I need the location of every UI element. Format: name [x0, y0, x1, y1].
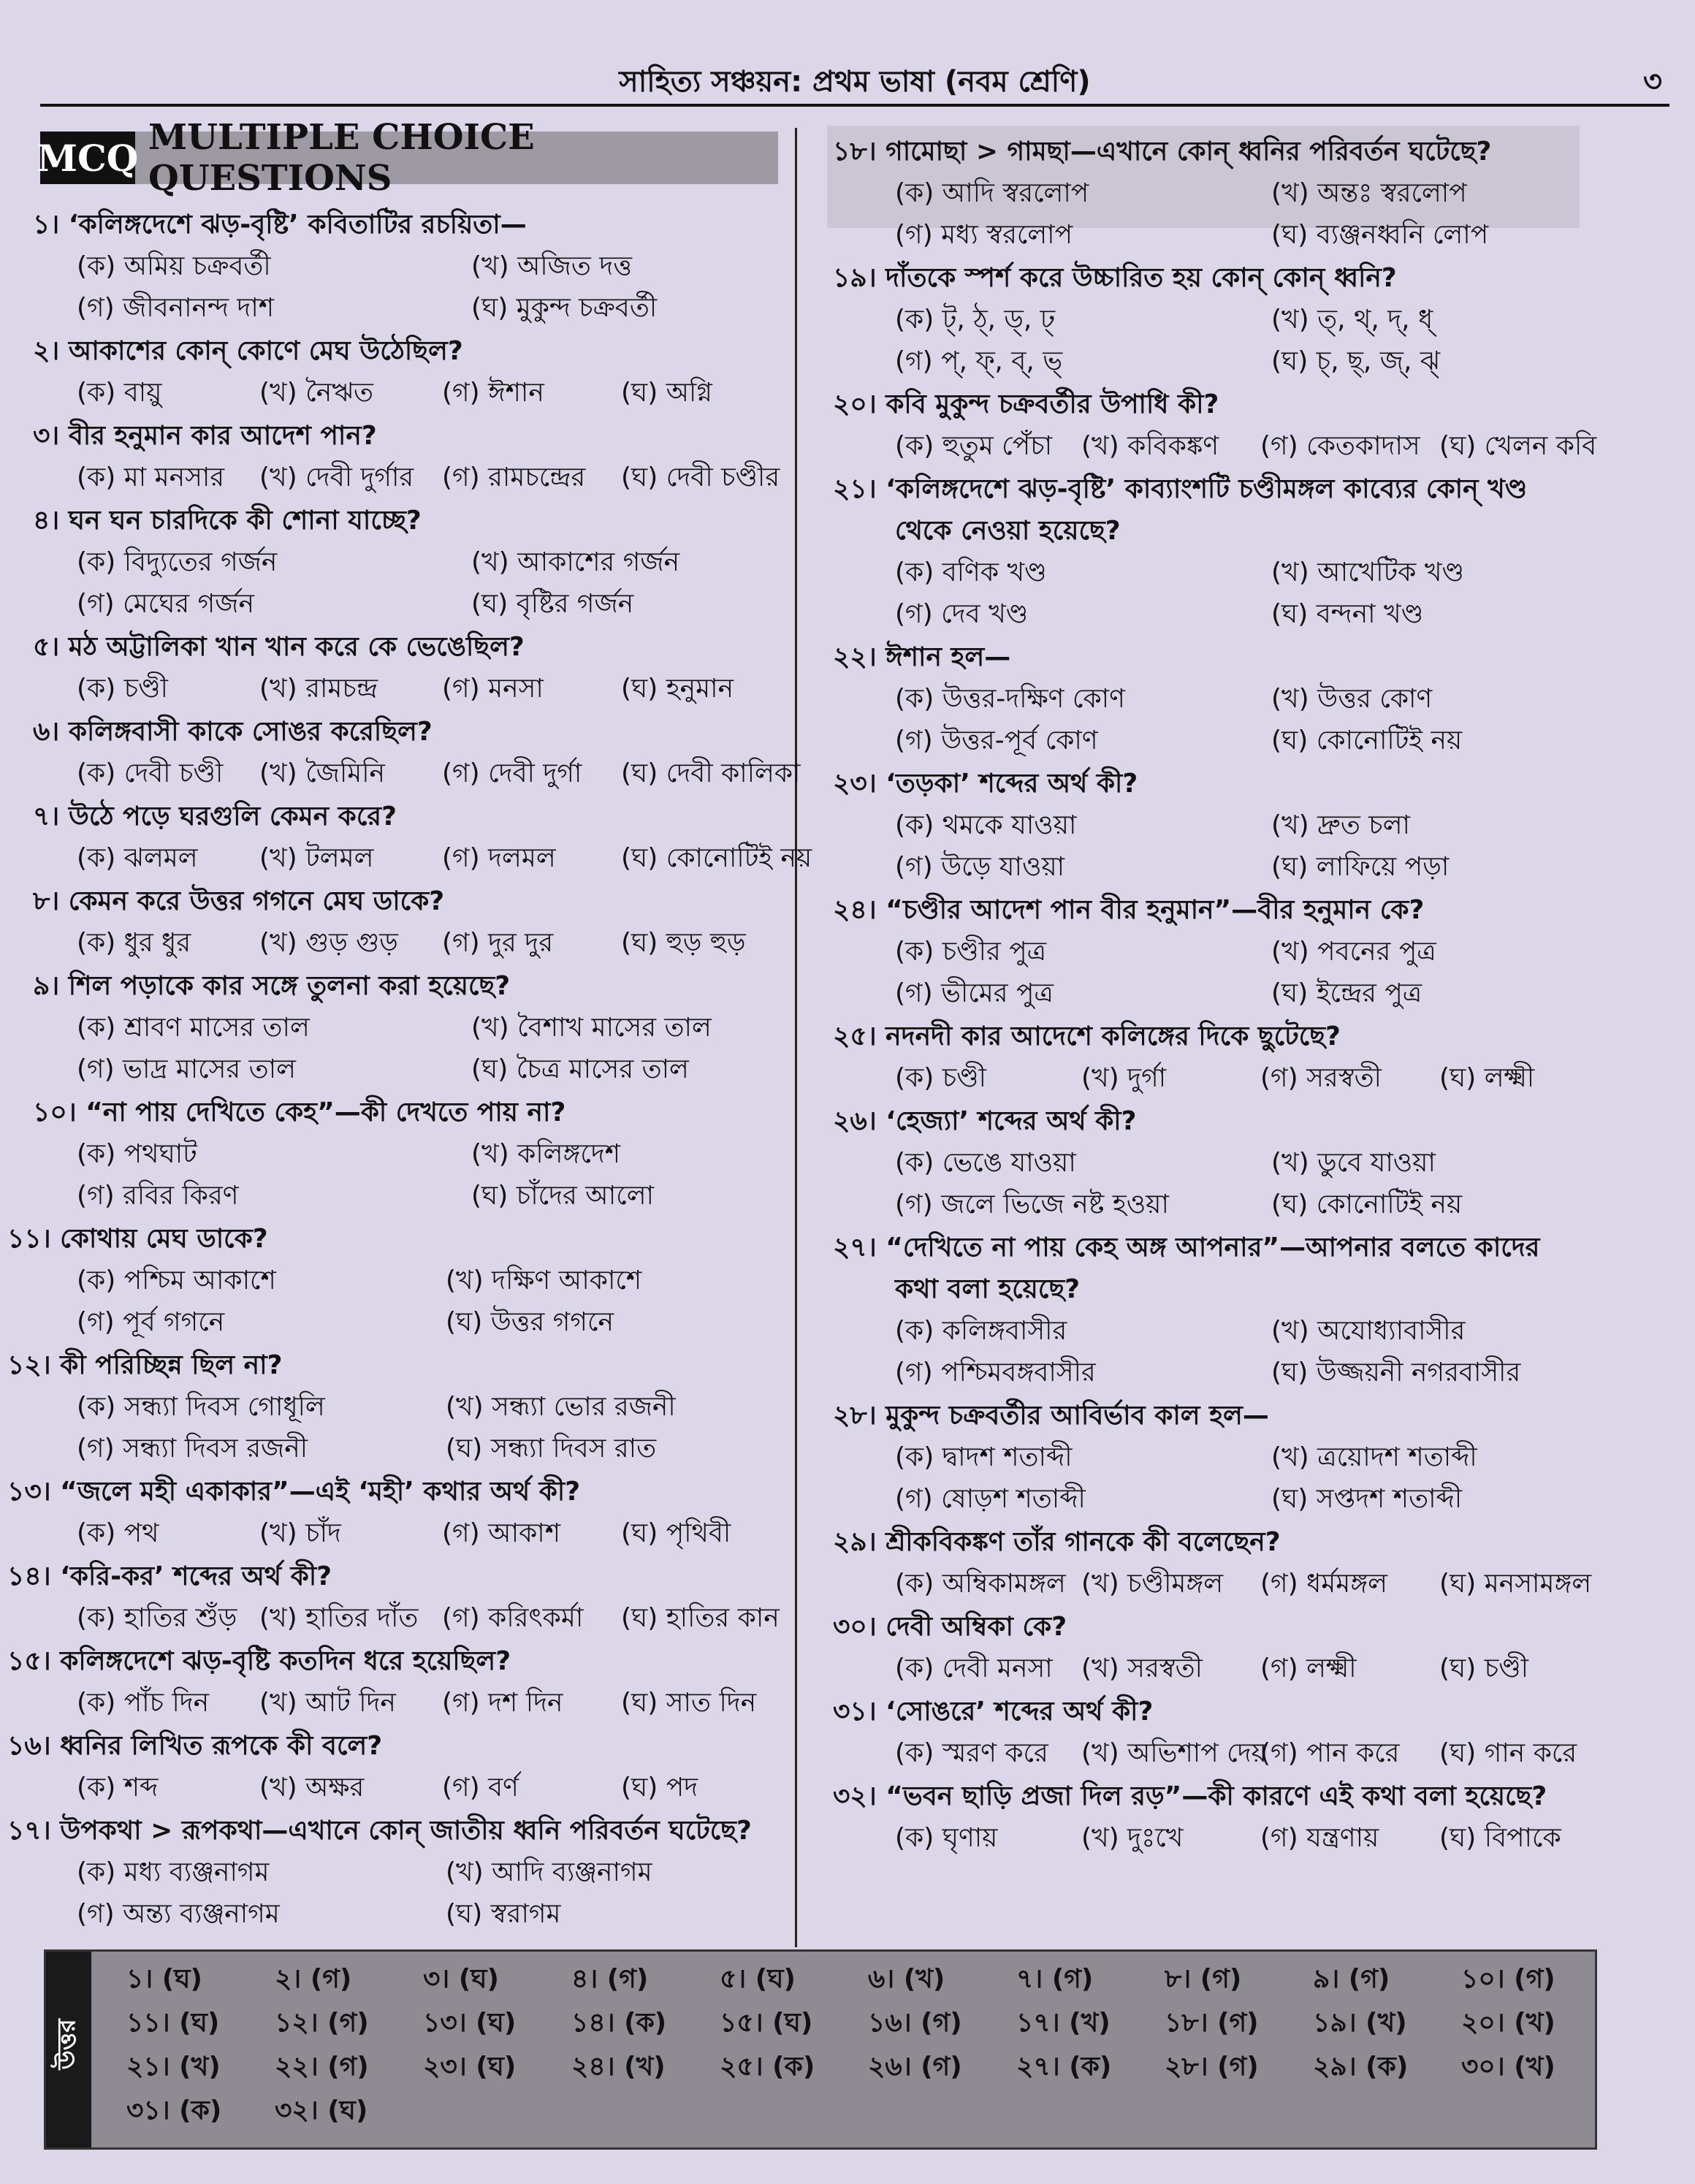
- question-text: ২৩। ‘তড়কা’ শব্দের অর্থ কী?: [833, 769, 1138, 799]
- option-gha: (ঘ) অগ্নি: [621, 378, 712, 408]
- question-text-continued: কথা বলা হয়েছে?: [895, 1274, 1081, 1304]
- option-ga: (গ) দেব খণ্ড: [895, 599, 1029, 629]
- option-gha: (ঘ) গান করে: [1439, 1738, 1577, 1768]
- option-ka: (ক) মধ্য ব্যঞ্জনাগম: [77, 1857, 270, 1887]
- option-ka: (ক) ভেঙে যাওয়া: [895, 1148, 1076, 1178]
- option-gha: (ঘ) বিপাকে: [1439, 1823, 1561, 1853]
- option-gha: (ঘ) চ্, ছ্, জ্, ঝ্: [1271, 346, 1441, 376]
- answer-item: ২। (গ): [275, 1964, 352, 1994]
- option-gha: (ঘ) বৃষ্টির গর্জন: [471, 589, 634, 619]
- question-text: ১। ‘কলিঙ্গদেশে ঝড়-বৃষ্টি’ কবিতাটির রচয়িতা—: [33, 210, 527, 240]
- option-ga: (গ) সন্ধ্যা দিবস রজনী: [77, 1434, 308, 1464]
- question-text: ১৭। উপকথা > রূপকথা—এখানে কোন্ জাতীয় ধ্বনি পরিবর্তন ঘটেছে?: [7, 1816, 752, 1846]
- option-kha: (খ) দক্ষিণ আকাশে: [446, 1266, 642, 1295]
- option-ga: (গ) উত্তর-পূর্ব কোণ: [895, 726, 1098, 756]
- option-kha: (খ) ত্, থ্, দ্, ধ্: [1271, 305, 1433, 335]
- option-ka: (ক) বিদ্যুতের গর্জন: [77, 547, 278, 577]
- answer-item: ৩। (ঘ): [423, 1964, 499, 1994]
- option-ka: (ক) অমিয় চক্রবর্তী: [77, 251, 271, 281]
- question-text: ৭। উঠে পড়ে ঘরগুলি কেমন করে?: [33, 802, 397, 832]
- option-kha: (খ) চণ্ডীমঙ্গল: [1081, 1569, 1224, 1599]
- option-kha: (খ) বৈশাখ মাসের তাল: [471, 1013, 712, 1043]
- option-ka: (ক) কলিঙ্গবাসীর: [895, 1316, 1067, 1346]
- page-number: ৩: [1642, 65, 1662, 99]
- option-kha: (খ) আখেটিক খণ্ড: [1271, 558, 1464, 587]
- option-ga: (গ) দুর দুর: [442, 928, 554, 958]
- option-ga: (গ) ষোড়শ শতাব্দী: [895, 1484, 1086, 1514]
- option-kha: (খ) ডুবে যাওয়া: [1271, 1148, 1436, 1178]
- page-title: সাহিত্য সঞ্চয়ন: প্রথম ভাষা (নবম শ্রেণি): [619, 65, 1091, 99]
- option-gha: (ঘ) উত্তর গগনে: [446, 1307, 614, 1337]
- question-text: ১৫। কলিঙ্গদেশে ঝড়-বৃষ্টি কতদিন ধরে হয়েছিল?: [7, 1646, 511, 1676]
- option-ga: (গ) করিৎকর্মা: [442, 1603, 584, 1633]
- question-text: ৩০। দেবী অম্বিকা কে?: [833, 1612, 1067, 1642]
- option-kha: (খ) কলিঙ্গদেশ: [471, 1139, 621, 1169]
- option-ga: (গ) অন্ত্য ব্যঞ্জনাগম: [77, 1899, 280, 1929]
- option-ka: (ক) ট্, ঠ্, ড্, ঢ্: [895, 305, 1056, 335]
- question-text: ৩১। ‘সোঙরে’ শব্দের অর্থ কী?: [833, 1697, 1154, 1727]
- option-ga: (গ) ধর্মমঙ্গল: [1260, 1569, 1387, 1599]
- answer-item: ২১। (খ): [126, 2052, 221, 2082]
- option-ga: (গ) দলমল: [442, 843, 556, 873]
- option-kha: (খ) জৈমিনি: [259, 758, 386, 788]
- answer-item: ২০। (খ): [1461, 2008, 1555, 2038]
- option-kha: (খ) অন্তঃ স্বরলোপ: [1271, 178, 1467, 208]
- option-kha: (খ) উত্তর কোণ: [1271, 684, 1433, 714]
- option-gha: (ঘ) কোনোটিই নয়: [1271, 1190, 1463, 1220]
- option-ka: (ক) অম্বিকামঙ্গল: [895, 1569, 1066, 1599]
- option-ka: (ক) ধুর ধুর: [77, 928, 191, 958]
- answer-item: ২৪। (খ): [571, 2052, 666, 2082]
- question-text: ১০। “না পায় দেখিতে কেহ”—কী দেখতে পায় না?: [33, 1097, 566, 1127]
- question-text: ৩। বীর হনুমান কার আদেশ পান?: [33, 421, 377, 451]
- answer-item: ৪। (গ): [571, 1964, 649, 1994]
- option-ka: (ক) হাতির শুঁড়: [77, 1603, 237, 1633]
- option-ka: (ক) ঘৃণায়: [895, 1823, 998, 1853]
- answer-item: ১৪। (ক): [571, 2008, 667, 2038]
- option-gha: (ঘ) ইন্দ্রের পুত্র: [1271, 978, 1422, 1008]
- option-gha: (ঘ) পদ: [621, 1773, 698, 1803]
- option-kha: (খ) ত্রয়োদশ শতাব্দী: [1271, 1442, 1477, 1472]
- option-ga: (গ) মধ্য স্বরলোপ: [895, 220, 1073, 250]
- question-text: ২৪। “চণ্ডীর আদেশ পান বীর হনুমান”—বীর হনুমান কে?: [833, 895, 1425, 925]
- answer-item: ২৫। (ক): [720, 2052, 815, 2082]
- option-kha: (খ) আদি ব্যঞ্জনাগম: [446, 1857, 652, 1887]
- answer-item: ১৯। (খ): [1313, 2008, 1407, 2038]
- option-gha: (ঘ) সন্ধ্যা দিবস রাত: [446, 1434, 657, 1464]
- page-header: [40, 51, 1669, 107]
- option-gha: (ঘ) হাতির কান: [621, 1603, 780, 1633]
- option-ga: (গ) জীবনানন্দ দাশ: [77, 293, 275, 323]
- answer-item: ১৫। (ঘ): [720, 2008, 813, 2038]
- option-ga: (গ) পূর্ব গগনে: [77, 1307, 225, 1337]
- question-text: ২৯। শ্রীকবিকঙ্কণ তাঁর গানকে কী বলেছেন?: [833, 1527, 1281, 1557]
- option-gha: (ঘ) হনুমান: [621, 674, 734, 704]
- question-text: ২৮। মুকুন্দ চক্রবর্তীর আবির্ভাব কাল হল—: [833, 1401, 1269, 1431]
- option-ga: (গ) ঈশান: [442, 378, 544, 408]
- option-kha: (খ) হাতির দাঁত: [259, 1603, 419, 1633]
- option-gha: (ঘ) হুড় হুড়: [621, 928, 746, 958]
- question-text: ২২। ঈশান হল—: [833, 642, 1011, 672]
- option-ka: (ক) দেবী চণ্ডী: [77, 758, 224, 788]
- option-kha: (খ) টলমল: [259, 843, 374, 873]
- option-ga: (গ) লক্ষ্মী: [1260, 1654, 1357, 1683]
- question-text: ৫। মঠ অট্টালিকা খান খান করে কে ভেঙেছিল?: [33, 632, 525, 662]
- option-ga: (গ) পশ্চিমবঙ্গবাসীর: [895, 1358, 1096, 1388]
- answer-item: ২৬। (গ): [868, 2052, 962, 2082]
- option-ga: (গ) দশ দিন: [442, 1688, 563, 1718]
- option-gha: (ঘ) কোনোটিই নয়: [621, 843, 812, 873]
- option-kha: (খ) আট দিন: [259, 1688, 396, 1718]
- option-gha: (ঘ) চণ্ডী: [1439, 1654, 1529, 1683]
- answer-item: ৭। (গ): [1016, 1964, 1094, 1994]
- answer-item: ৮। (গ): [1165, 1964, 1242, 1994]
- option-kha: (খ) নৈঋত: [259, 378, 374, 408]
- option-ka: (ক) আদি স্বরলোপ: [895, 178, 1089, 208]
- option-ga: (গ) রামচন্দ্রের: [442, 463, 586, 492]
- option-gha: (ঘ) লক্ষ্মী: [1439, 1063, 1535, 1093]
- option-gha: (ঘ) চৈত্র মাসের তাল: [471, 1054, 689, 1084]
- mcq-banner: [37, 117, 778, 199]
- option-ga: (গ) রবির কিরণ: [77, 1181, 239, 1211]
- option-ka: (ক) পথ: [77, 1518, 159, 1548]
- option-ga: (গ) ভাদ্র মাসের তাল: [77, 1054, 296, 1084]
- option-gha: (ঘ) কোনোটিই নয়: [1271, 726, 1463, 756]
- option-ka: (ক) চণ্ডী: [895, 1063, 986, 1093]
- question-text: ৬। কলিঙ্গবাসী কাকে সোঙর করেছিল?: [33, 717, 433, 747]
- question-text: ৩২। “ভবন ছাড়ি প্রজা দিল রড়”—কী কারণে এই কথা বলা হয়েছে?: [833, 1781, 1547, 1811]
- option-gha: (ঘ) উজ্জয়নী নগরবাসীর: [1271, 1358, 1521, 1388]
- option-ka: (ক) দ্বাদশ শতাব্দী: [895, 1442, 1073, 1472]
- option-ka: (ক) বণিক খণ্ড: [895, 558, 1047, 587]
- answer-item: ১০। (গ): [1461, 1964, 1555, 1994]
- option-gha: (ঘ) দেবী চণ্ডীর: [621, 463, 780, 492]
- option-gha: (ঘ) মনসামঙ্গল: [1439, 1569, 1592, 1599]
- option-ga: (গ) সরস্বতী: [1260, 1063, 1382, 1093]
- answer-item: ২২। (গ): [275, 2052, 369, 2082]
- option-ga: (গ) বর্ণ: [442, 1773, 519, 1803]
- option-gha: (ঘ) চাঁদের আলো: [471, 1181, 654, 1211]
- answer-item: ১১। (ঘ): [126, 2008, 220, 2038]
- answer-item: ৬। (খ): [868, 1964, 945, 1994]
- option-ka: (ক) দেবী মনসা: [895, 1654, 1053, 1683]
- question-text-continued: থেকে নেওয়া হয়েছে?: [895, 516, 1121, 546]
- option-ka: (ক) স্মরণ করে: [895, 1738, 1048, 1768]
- option-kha: (খ) অজিত দত্ত: [471, 251, 632, 281]
- column-divider: [795, 128, 797, 1947]
- mcq-tag: MCQ: [40, 132, 135, 184]
- option-gha: (ঘ) বন্দনা খণ্ড: [1271, 599, 1424, 629]
- option-ka: (ক) থমকে যাওয়া: [895, 810, 1077, 840]
- option-kha: (খ) আকাশের গর্জন: [471, 547, 680, 577]
- option-ka: (ক) সন্ধ্যা দিবস গোধূলি: [77, 1392, 325, 1422]
- option-kha: (খ) চাঁদ: [259, 1518, 341, 1548]
- option-ka: (ক) পাঁচ দিন: [77, 1688, 210, 1718]
- question-text: ৪। ঘন ঘন চারদিকে কী শোনা যাচ্ছে?: [33, 506, 422, 536]
- answer-key: [44, 1949, 1597, 2150]
- answer-item: ২৯। (ক): [1313, 2052, 1409, 2082]
- option-gha: (ঘ) মুকুন্দ চক্রবর্তী: [471, 293, 658, 323]
- question-text: ১২। কী পরিচ্ছিন্ন ছিল না?: [7, 1350, 283, 1380]
- option-ka: (ক) চণ্ডী: [77, 674, 168, 704]
- option-ga: (গ) আকাশ: [442, 1518, 561, 1548]
- option-gha: (ঘ) ব্যঞ্জনধ্বনি লোপ: [1271, 220, 1489, 250]
- option-ka: (ক) শব্দ: [77, 1773, 159, 1803]
- option-ka: (ক) মা মনসার: [77, 463, 225, 492]
- question-text: ২৫। নদনদী কার আদেশে কলিঙ্গের দিকে ছুটেছে?: [833, 1021, 1341, 1051]
- option-ga: (গ) মনসা: [442, 674, 544, 704]
- mcq-banner-label: MULTIPLE CHOICE QUESTIONS: [148, 117, 535, 199]
- answer-item: ৫। (ঘ): [720, 1964, 796, 1994]
- option-kha: (খ) সরস্বতী: [1081, 1654, 1203, 1683]
- option-ka: (ক) চণ্ডীর পুত্র: [895, 937, 1047, 967]
- question-text: ১৪। ‘করি-কর’ শব্দের অর্থ কী?: [7, 1561, 332, 1591]
- answer-item: ৩১। (ক): [126, 2096, 222, 2126]
- question-text: ৮। কেমন করে উত্তর গগনে মেঘ ডাকে?: [33, 886, 445, 916]
- answer-item: ১২। (গ): [275, 2008, 369, 2038]
- option-ga: (গ) দেবী দুর্গা: [442, 758, 582, 788]
- option-kha: (খ) সন্ধ্যা ভোর রজনী: [446, 1392, 676, 1422]
- answer-item: ৩০। (খ): [1461, 2052, 1555, 2082]
- answer-key-side: [46, 1952, 91, 2147]
- option-gha: (ঘ) লাফিয়ে পড়া: [1271, 852, 1450, 882]
- option-ga: (গ) মেঘের গর্জন: [77, 589, 254, 619]
- option-kha: (খ) রামচন্দ্র: [259, 674, 378, 704]
- option-ga: (গ) জলে ভিজে নষ্ট হওয়া: [895, 1190, 1169, 1220]
- option-kha: (খ) দুঃখে: [1081, 1823, 1184, 1853]
- answer-item: ২৭। (ক): [1016, 2052, 1112, 2082]
- answer-item: ১। (ঘ): [126, 1964, 202, 1994]
- option-gha: (ঘ) পৃথিবী: [621, 1518, 731, 1548]
- option-gha: (ঘ) স্বরাগম: [446, 1899, 561, 1929]
- answer-item: ৩২। (ঘ): [275, 2096, 368, 2126]
- option-ga: (গ) ভীমের পুত্র: [895, 978, 1054, 1008]
- option-ka: (ক) হুতুম পেঁচা: [895, 431, 1053, 461]
- question-text: ২। আকাশের কোন্ কোণে মেঘ উঠেছিল?: [33, 336, 463, 366]
- question-text: ১৬। ধ্বনির লিখিত রূপকে কী বলে?: [7, 1731, 383, 1761]
- answer-key-label: উত্তর: [52, 2018, 82, 2070]
- answer-item: ১৩। (ঘ): [423, 2008, 517, 2038]
- option-kha: (খ) দেবী দুর্গার: [259, 463, 414, 492]
- option-ka: (ক) শ্রাবণ মাসের তাল: [77, 1013, 310, 1043]
- option-ka: (ক) ঝলমল: [77, 843, 198, 873]
- option-kha: (খ) দ্রুত চলা: [1271, 810, 1410, 840]
- option-ka: (ক) বায়ু: [77, 378, 162, 408]
- answer-item: ৯। (গ): [1313, 1964, 1390, 1994]
- question-text: ২৬। ‘হেজ্যা’ শব্দের অর্থ কী?: [833, 1106, 1137, 1136]
- option-ga: (গ) পান করে: [1260, 1738, 1400, 1768]
- question-text: ২৭। “দেখিতে না পায় কেহ অঙ্গ আপনার”—আপনার বলতে কাদের: [833, 1233, 1540, 1263]
- question-text: ১৩। “জলে মহী একাকার”—এই ‘মহী’ কথার অর্থ কী?: [7, 1477, 581, 1507]
- option-gha: (ঘ) দেবী কালিকা: [621, 758, 801, 788]
- question-text: ৯। শিল পড়াকে কার সঙ্গে তুলনা করা হয়েছে?: [33, 971, 511, 1001]
- answer-item: ১৬। (গ): [868, 2008, 962, 2038]
- option-ga: (গ) উড়ে যাওয়া: [895, 852, 1065, 882]
- option-gha: (ঘ) সপ্তদশ শতাব্দী: [1271, 1484, 1463, 1514]
- question-text: ১৯। দাঁতকে স্পর্শ করে উচ্চারিত হয় কোন্ কোন্ ধ্বনি?: [833, 263, 1397, 293]
- option-ga: (গ) যন্ত্রণায়: [1260, 1823, 1379, 1853]
- option-gha: (ঘ) সাত দিন: [621, 1688, 757, 1718]
- question-text: ১১। কোথায় মেঘ ডাকে?: [7, 1224, 268, 1254]
- question-text: ২০। কবি মুকুন্দ চক্রবর্তীর উপাধি কী?: [833, 389, 1219, 419]
- option-ga: (গ) প্, ফ্, ব্, ভ্: [895, 346, 1063, 376]
- question-text: ১৮। গামোছা > গামছা—এখানে কোন্ ধ্বনির পরিবর্তন ঘটেছে?: [833, 137, 1492, 167]
- option-kha: (খ) অভিশাপ দেয়: [1081, 1738, 1267, 1768]
- option-kha: (খ) গুড় গুড়: [259, 928, 398, 958]
- option-ka: (ক) উত্তর-দক্ষিণ কোণ: [895, 684, 1125, 714]
- option-kha: (খ) অযোধ্যাবাসীর: [1271, 1316, 1466, 1346]
- answer-item: ১৭। (খ): [1016, 2008, 1111, 2038]
- option-kha: (খ) দুর্গা: [1081, 1063, 1167, 1093]
- answer-item: ২৩। (ঘ): [423, 2052, 517, 2082]
- option-kha: (খ) কবিকঙ্কণ: [1081, 431, 1219, 461]
- question-text: ২১। ‘কলিঙ্গদেশে ঝড়-বৃষ্টি’ কাব্যাংশটি চণ্ডীমঙ্গল কাব্যের কোন্ খণ্ড: [833, 474, 1528, 504]
- option-ka: (ক) পথঘাট: [77, 1139, 197, 1169]
- option-ka: (ক) পশ্চিম আকাশে: [77, 1266, 276, 1295]
- answer-item: ১৮। (গ): [1165, 2008, 1259, 2038]
- answer-item: ২৮। (গ): [1165, 2052, 1259, 2082]
- option-kha: (খ) অক্ষর: [259, 1773, 365, 1803]
- option-ga: (গ) কেতকাদাস: [1260, 431, 1420, 461]
- option-gha: (ঘ) খেলন কবি: [1439, 431, 1597, 461]
- option-kha: (খ) পবনের পুত্র: [1271, 937, 1436, 967]
